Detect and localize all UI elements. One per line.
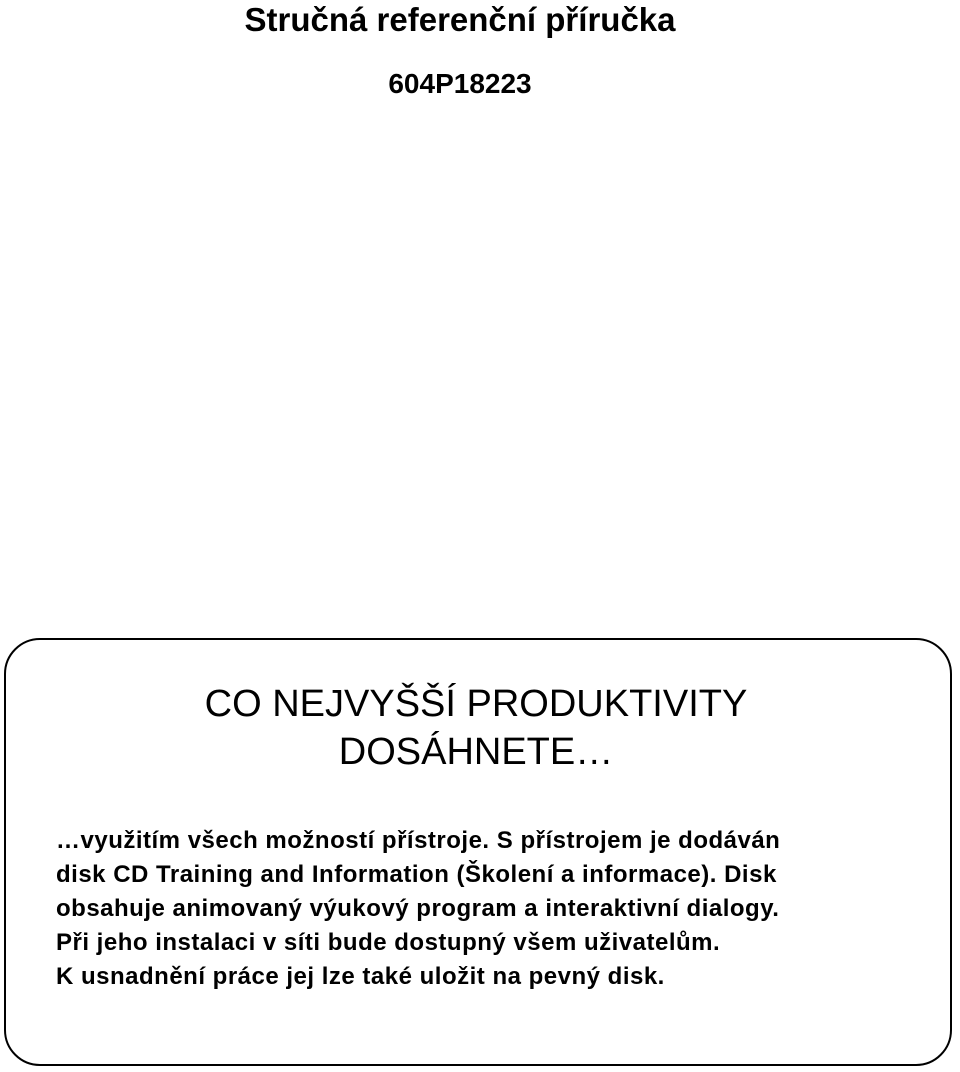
box-body-line: obsahuje animovaný výukový program a interaktivní dialogy.: [56, 895, 780, 922]
document-code: 604P18223: [388, 68, 532, 99]
box-body-line: K usnadnění práce jej lze také uložit na pevný disk.: [56, 963, 665, 990]
box-body: [56, 824, 946, 994]
box-heading-line: CO NEJVYŠŠÍ PRODUKTIVITY: [204, 683, 748, 725]
box-body-line: disk CD Training and Information (Školení a informace). Disk: [56, 861, 777, 888]
box-body-line: Při jeho instalaci v síti bude dostupný všem uživatelům.: [56, 929, 721, 956]
box-heading-line: DOSÁHNETE…: [338, 731, 614, 773]
box-heading: [0, 680, 952, 776]
box-body-line: …využitím všech možností přístroje. S přístrojem je dodáván: [56, 827, 781, 854]
document-title: Stručná referenční příručka: [244, 1, 676, 38]
